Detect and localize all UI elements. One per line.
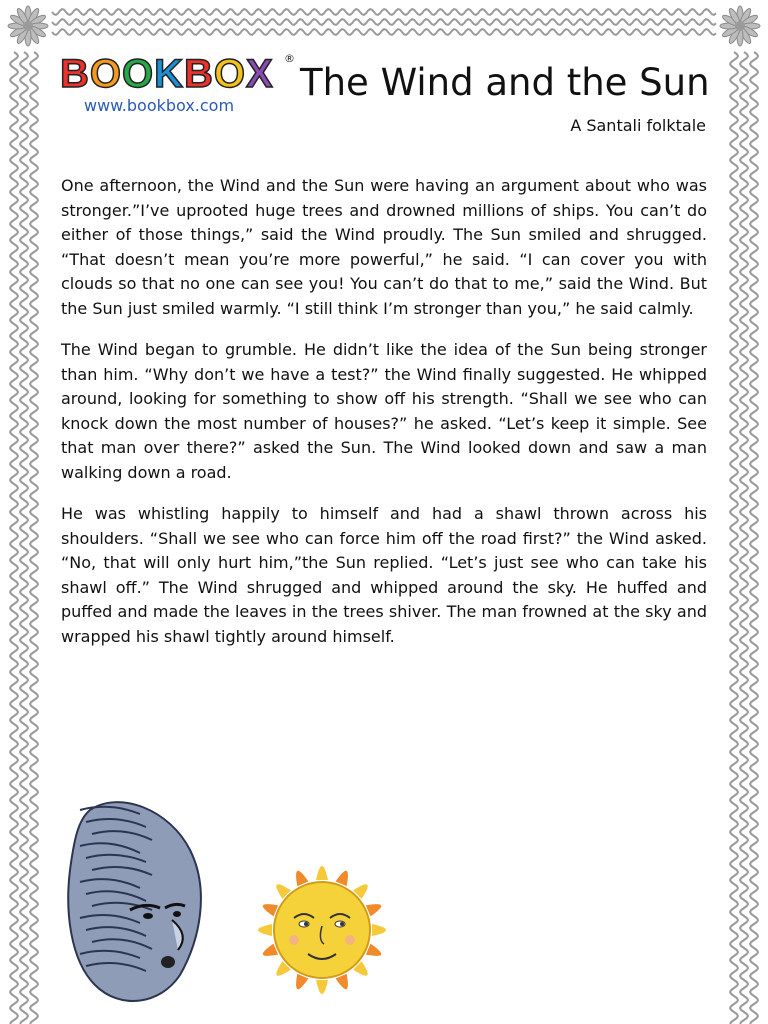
- border-wave: [20, 52, 28, 1024]
- border-wave: [740, 52, 748, 1024]
- sun-ray: [258, 924, 272, 936]
- logo-letter: X: [246, 52, 274, 96]
- illustration: [60, 790, 420, 1020]
- story-text: [61, 174, 707, 666]
- sun-ray: [372, 924, 386, 936]
- logo-letter: B: [60, 52, 90, 96]
- website-link[interactable]: www.bookbox.com: [84, 96, 235, 115]
- story-paragraph: One afternoon, the Wind and the Sun were having an argument about who was stronger.”I’ve uprooted huge trees and drowned millions of ships. You can’t do either of those things,” said the Wind proudly. The Sun smiled and shrugged. “That doesn’t mean you’re more powerful,” he said. “I can cover you with clouds so that no one can see you! You can’t do that to me,” said the Wind. But the Sun just smiled warmly. “I still think I’m stronger than you,” he said calmly.: [61, 176, 707, 318]
- flower-center: [735, 21, 745, 31]
- page-title: The Wind and the Sun: [300, 61, 710, 104]
- sun-ray: [336, 869, 352, 887]
- story-paragraph: The Wind began to grumble. He didn’t like the idea of the Sun being stronger than him. “Why don’t we have a test?” the Wind finally suggested. He whipped around, looking for something to show off his strength. “Shall we see who can knock down the most number of houses?” he asked. “Let’s keep it simple. See that man over there?” asked the Sun. The Wind looked down and saw a man walking down a road.: [61, 340, 707, 482]
- corner-flower-icon: [8, 6, 48, 46]
- sun-ray: [336, 974, 352, 992]
- sun-ray: [316, 866, 328, 880]
- border-wave: [52, 9, 716, 15]
- border-wave: [10, 52, 18, 1024]
- story-paragraph: He was whistling happily to himself and had a shawl thrown across his shoulders. “Shall we see who can force him off the road first?” the Wind asked. “No, that will only hurt him,”the Sun replied. “Let’s just see who can take his shawl off.” The Wind shrugged and whipped around the sky. He huffed and puffed and made the leaves in the trees shiver. The man frowned at the sky and wrapped his shawl tightly around himself.: [61, 504, 707, 646]
- border-wave: [52, 19, 716, 25]
- corner-flower-icon: [720, 6, 760, 46]
- border-wave: [52, 29, 716, 35]
- registered-mark: ®: [284, 52, 295, 65]
- sun-ray: [366, 944, 384, 960]
- logo-letter: O: [213, 52, 247, 96]
- logo-letter: K: [154, 52, 185, 96]
- logo-letter: O: [122, 52, 155, 96]
- sun-ray: [292, 974, 308, 992]
- border-wave: [30, 52, 38, 1024]
- border-wave: [750, 52, 758, 1024]
- wind-face-icon: [68, 802, 201, 1001]
- logo-letter: O: [89, 52, 123, 96]
- logo-letter: B: [184, 52, 214, 96]
- sun-face-icon: [258, 866, 386, 994]
- sun-ray: [261, 944, 279, 960]
- sun-ray: [366, 900, 384, 916]
- bookbox-logo[interactable]: [60, 50, 300, 120]
- page-subtitle: A Santali folktale: [570, 116, 706, 135]
- sun-ray: [261, 900, 279, 916]
- sun-ray: [316, 980, 328, 994]
- flower-center: [23, 21, 33, 31]
- logo-wordmark: [60, 50, 274, 98]
- sun-ray: [292, 869, 308, 887]
- border-wave: [730, 52, 738, 1024]
